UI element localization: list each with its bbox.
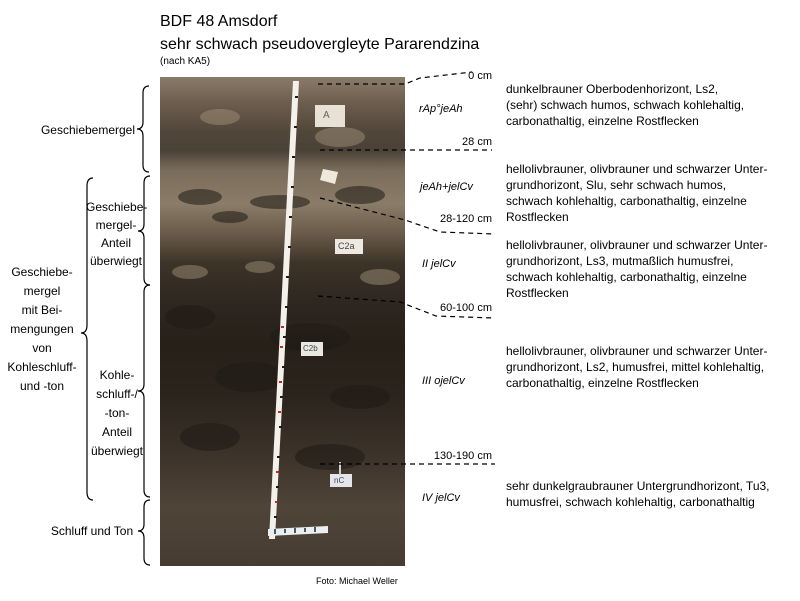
photo-label-a: A <box>323 110 330 121</box>
photo-credit: Foto: Michael Weller <box>316 576 398 586</box>
depth-28-120cm: 28-120 cm <box>440 213 492 225</box>
description-2: hellolivbrauner, olivbrauner und schwarzer Unter- grundhorizont, Slu, sehr schwach humos, schwach kohlehaltig, carbonathaltig, einzelne Rostflecken <box>506 162 768 224</box>
photo-label-c2a: C2a <box>338 241 355 251</box>
description-4: hellolivbrauner, olivbrauner und schwarzer Unter- grundhorizont, Ls2, humusfrei, mittel kohlehaltig, carbonathaltig, einzelne Rostflecken <box>506 344 768 390</box>
depth-60-100cm: 60-100 cm <box>440 302 492 314</box>
label-kohle-anteil: Kohle- schluff-/ -ton- Anteil überwiegt <box>90 368 144 458</box>
description-3: hellolivbrauner, olivbrauner und schwarzer Unter- grundhorizont, Ls3, mutmaßlich humusfrei, schwach kohlehaltig, carbonathaltig, einzelne Rostflecken <box>506 238 768 300</box>
brace-geschiebemergel <box>137 86 149 172</box>
label-geschiebemergel: Geschiebemergel <box>40 123 136 137</box>
horizon-4: III ojelCv <box>422 375 465 387</box>
page-subtitle: sehr schwach pseudovergleyte Pararendzina <box>160 36 480 53</box>
depth-28cm: 28 cm <box>462 136 492 148</box>
photo-label-c2b: C2b <box>303 344 318 353</box>
horizon-2: jeAh+jelCv <box>420 181 473 193</box>
horizon-3: II jelCv <box>422 258 456 270</box>
horizon-1: rAp°jeAh <box>419 103 463 115</box>
depth-130-190cm: 130-190 cm <box>433 450 492 462</box>
label-geschiebemergel-anteil: Geschiebe- mergel- Anteil überwiegt <box>86 200 148 268</box>
description-5: sehr dunkelgraubrauner Untergrundhorizont, Tu3, humusfrei, schwach kohlehaltig, carbonathaltig <box>506 479 770 509</box>
description-1: dunkelbrauner Oberbodenhorizont, Ls2, (sehr) schwach humos, schwach kohlehaltig, carbonathaltig, einzelne Rostflecken <box>506 82 745 128</box>
page-title: BDF 48 Amsdorf <box>160 13 278 30</box>
depth-0cm: 0 cm <box>468 70 492 82</box>
source-note: (nach KA5) <box>160 56 211 67</box>
label-mixed: Geschiebe- mergel mit Bei- mengungen von Kohleschluff- und -ton <box>7 265 77 393</box>
horizon-5: IV jelCv <box>422 492 460 504</box>
photo-label-nc: nC <box>334 476 345 485</box>
label-schluff-ton: Schluff und Ton <box>50 524 134 538</box>
